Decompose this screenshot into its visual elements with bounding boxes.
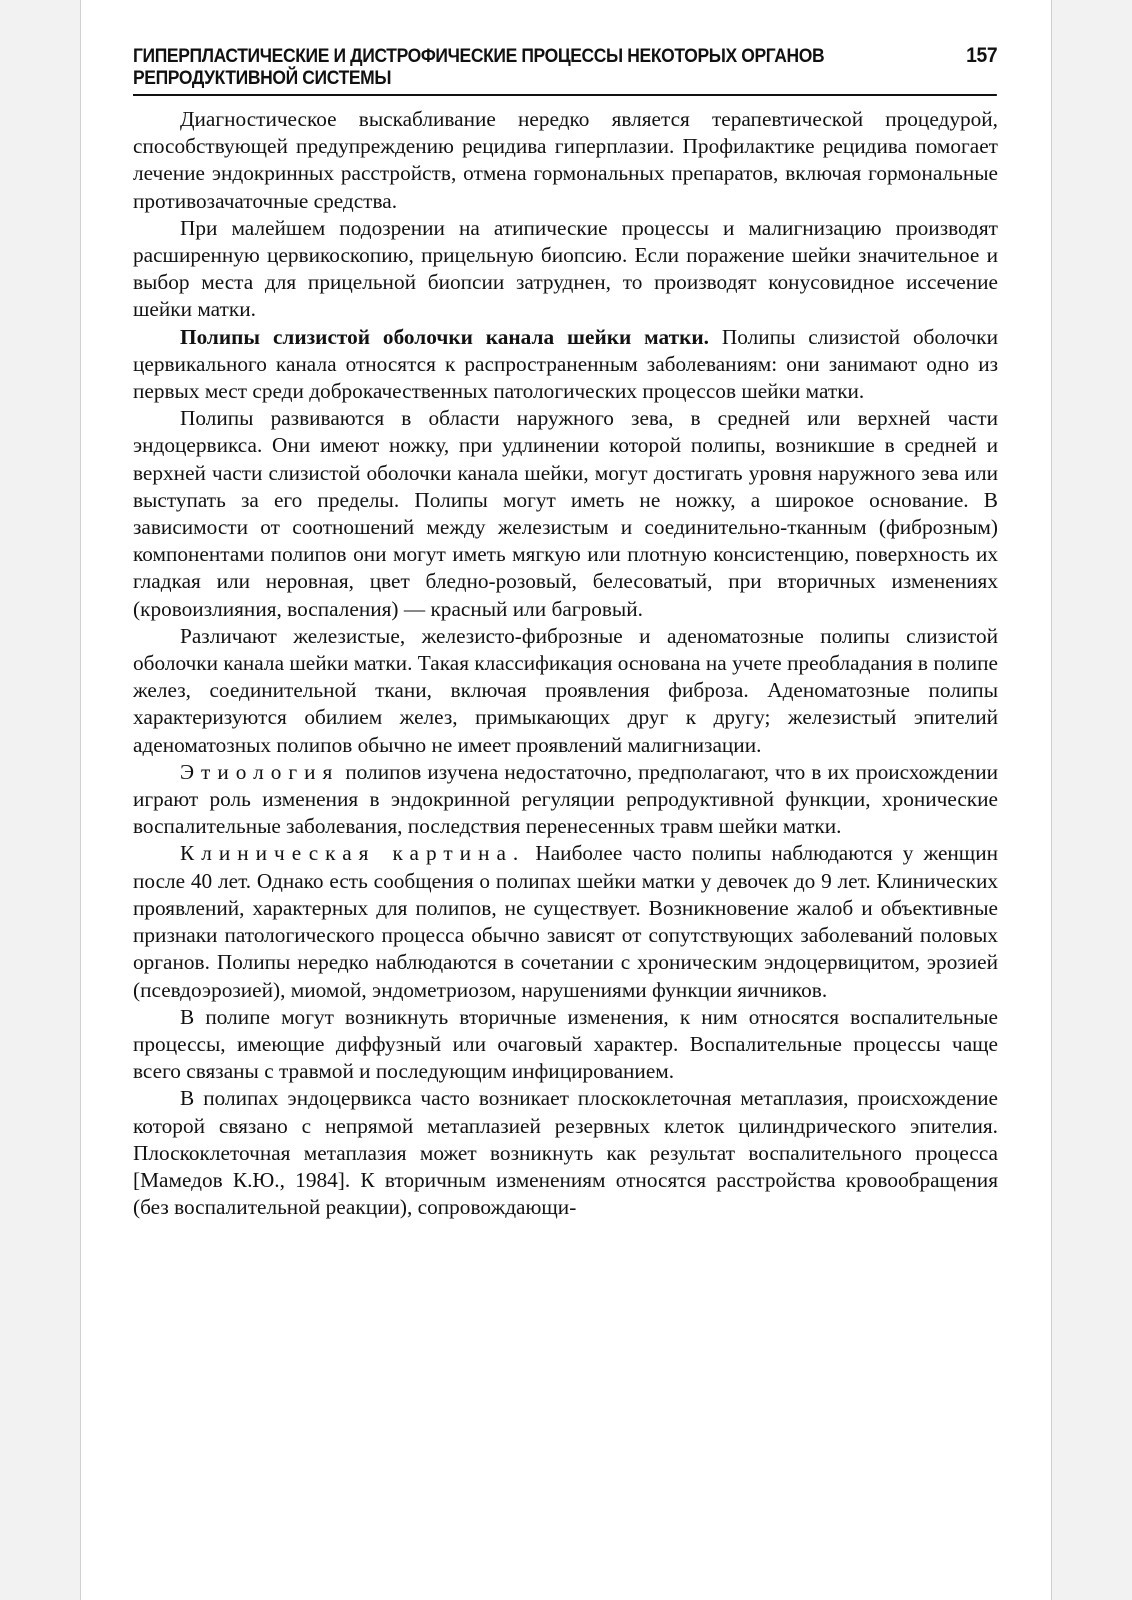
paragraph: В полипе могут возникнуть вторичные изменения, к ним относятся воспалительные процессы, имеющие диффузный или очаговый характер. Воспалительные процессы чаще всего связаны с травмой и последующим инфицированием. — [133, 1004, 998, 1084]
running-header — [133, 44, 997, 96]
page-content — [133, 44, 998, 1221]
document-page — [80, 0, 1052, 1600]
body-text — [133, 106, 998, 1221]
paragraph: При малейшем подозрении на атипические процессы и малигнизацию производят расширенную цервикоскопию, прицельную биопсию. Если поражение шейки значительное и выбор места для прицельной биопсии затруднен, то производят конусовидное иссечение шейки матки. — [133, 215, 998, 322]
spaced-subheading: Этиология — [180, 759, 340, 784]
paragraph: Диагностическое выскабливание нередко является терапевтической процедурой, способствующей предупреждению рецидива гиперплазии. Профилактике рецидива помогает лечение эндокринных расстройств, отмена гормональных препаратов, включая гормональные противозачаточные средства. — [133, 107, 998, 213]
paragraph: В полипах эндоцервикса часто возникает плоскоклеточная метаплазия, происхождение которой связано с непрямой метаплазией резервных клеток цилиндрического эпителия. Плоскоклеточная метаплазия может возникнуть как результат воспалительного процесса [Мамедов К.Ю., 1984]. К вторичным изменениям относятся расстройства кровообращения (без воспалительной реакции), сопровождающи- — [133, 1086, 998, 1220]
paragraph: Этиология полипов изучена недостаточно, предполагают, что в их происхождении играют роль изменения в эндокринной регуляции репродуктивной функции, хронические воспалительные заболевания, последствия перенесенных травм шейки матки. — [133, 759, 998, 839]
paragraph: Клиническая картина. Наиболее часто полипы наблюдаются у женщин после 40 лет. Однако есть сообщения о полипах шейки матки у девочек до 9 лет. Клинических проявлений, характерных для полипов, не существует. Возникновение жалоб и объективные признаки патологического процесса обычно зависят от сопутствующих заболеваний половых органов. Полипы нередко наблюдаются в сочетании с хроническим эндоцервицитом, эрозией (псевдоэрозией), миомой, эндометриозом, нарушениями функции яичников. — [133, 841, 998, 1002]
spaced-subheading: Клиническая картина. — [180, 841, 526, 866]
page-number: 157 — [966, 44, 998, 67]
paragraph: Полипы развиваются в области наружного зева, в средней или верхней части эндоцервикса. Они имеют ножку, при удлинении которой полипы, возникшие в средней и верхней части слизистой оболочки канала шейки, могут достигать уровня наружного зева или выступать за его пределы. Полипы могут иметь не ножку, а широкое основание. В зависимости от соотношений между железистым и соединительно-тканным (фиброзным) компонентами полипов они могут иметь мягкую или плотную консистенцию, поверхность их гладкая или неровная, цвет бледно-розовый, белесоватый, при вторичных изменениях (кровоизлияния, воспаления) — красный или багровый. — [133, 406, 998, 621]
paragraph: Полипы слизистой оболочки канала шейки матки. Полипы слизистой оболочки цервикального канала относятся к распространенным заболеваниям: они занимают одно из первых мест среди доброкачественных патологических процессов шейки матки. — [133, 324, 998, 404]
section-heading: Полипы слизистой оболочки канала шейки матки. — [180, 324, 709, 349]
header-title: ГИПЕРПЛАСТИЧЕСКИЕ И ДИСТРОФИЧЕСКИЕ ПРОЦЕССЫ НЕКОТОРЫХ ОРГАНОВ РЕПРОДУКТИВНОЙ СИСТЕМЫ — [133, 46, 825, 89]
paragraph: Различают железистые, железисто-фиброзные и аденоматозные полипы слизистой оболочки канала шейки матки. Такая классификация основана на учете преобладания в полипе желез, соединительной ткани, включая проявления фиброза. Аденоматозные полипы характеризуются обилием желез, примыкающих друг к другу; железистый эпителий аденоматозных полипов обычно не имеет проявлений малигнизации. — [133, 623, 998, 757]
